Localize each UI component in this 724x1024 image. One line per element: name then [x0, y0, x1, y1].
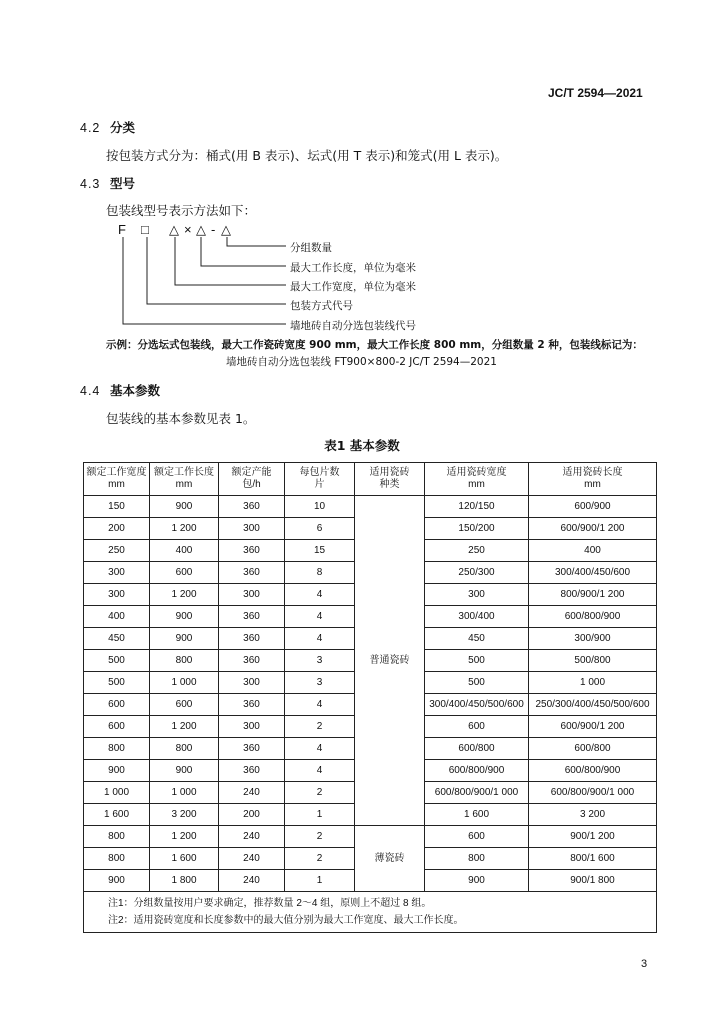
table-cell: 600/800/900/1 000 [425, 782, 529, 804]
table-cell: 250/300 [425, 562, 529, 584]
table-cell: 450 [425, 628, 529, 650]
table-cell: 800 [84, 738, 150, 760]
table-note: 注2：适用瓷砖宽度和长度参数中的最大值分别为最大工作宽度、最大工作长度。 [108, 915, 464, 926]
table-cell: 3 [285, 650, 355, 672]
table-cell: 4 [285, 606, 355, 628]
table-cell: 1 200 [150, 826, 219, 848]
table-cell: 360 [219, 562, 285, 584]
table-cell: 240 [219, 782, 285, 804]
table-cell: 200 [84, 518, 150, 540]
table-cell: 800 [84, 848, 150, 870]
section-number: 4.2 [80, 121, 101, 135]
table-cell: 200 [219, 804, 285, 826]
table-cell: 360 [219, 650, 285, 672]
table-cell: 900/1 200 [529, 826, 657, 848]
table-cell: 1 600 [425, 804, 529, 826]
table-cell: 600/800 [425, 738, 529, 760]
table-cell: 600/800/900/1 000 [529, 782, 657, 804]
table-cell: 500 [84, 672, 150, 694]
table-cell: 600/800/900 [529, 760, 657, 782]
table-row [84, 826, 657, 848]
column-header-label: 适用瓷砖长度 [562, 467, 623, 478]
legend-group-count: 分组数量 [290, 242, 332, 254]
table-cell: 2 [285, 716, 355, 738]
section-title: 分类 [110, 120, 136, 135]
table-cell: 300 [84, 562, 150, 584]
table-cell: 300/400/450/600 [529, 562, 657, 584]
table-cell: 240 [219, 870, 285, 892]
table-cell: 300 [219, 584, 285, 606]
legend-max-length: 最大工作长度，单位为毫米 [290, 262, 416, 274]
table-cell: 4 [285, 628, 355, 650]
table-cell: 2 [285, 826, 355, 848]
model-intro-text: 包装线型号表示方法如下： [106, 203, 257, 218]
table-cell: 800 [425, 848, 529, 870]
table-row [84, 496, 657, 518]
model-char: △ [169, 222, 179, 237]
column-header-unit: mm [175, 479, 193, 490]
column-header [529, 463, 657, 496]
notes-row [84, 892, 657, 933]
table-cell: 300/400/450/500/600 [425, 694, 529, 716]
table-note: 注1：分组数量按用户要求确定，推荐数量 2～4 组，原则上不超过 8 组。 [108, 898, 432, 909]
table-cell: 800/1 600 [529, 848, 657, 870]
table-cell: 3 200 [529, 804, 657, 826]
table-cell: 500 [425, 650, 529, 672]
table-cell: 900 [150, 606, 219, 628]
table-cell: 360 [219, 628, 285, 650]
table-cell: 900/1 800 [529, 870, 657, 892]
column-header-unit: mm [468, 479, 485, 490]
column-header-unit: 片 [314, 479, 325, 490]
table-cell: 450 [84, 628, 150, 650]
model-char: △ [221, 222, 231, 237]
table-cell: 900 [84, 870, 150, 892]
table-notes [84, 892, 657, 933]
table-body [84, 496, 657, 933]
parameters-table [83, 462, 657, 933]
table-cell: 360 [219, 496, 285, 518]
table-cell: 600 [150, 562, 219, 584]
section-number: 4.3 [80, 177, 101, 191]
table-cell: 1 000 [84, 782, 150, 804]
table-cell: 600 [425, 826, 529, 848]
column-header-unit: 包/h [242, 479, 261, 490]
column-header-label: 每包片数 [299, 467, 340, 478]
table-cell: 3 200 [150, 804, 219, 826]
table-cell: 800 [150, 738, 219, 760]
table-cell: 1 000 [150, 782, 219, 804]
model-char: F [118, 222, 126, 237]
table-cell: 1 [285, 870, 355, 892]
table-cell: 600/900/1 200 [529, 716, 657, 738]
table-cell: 3 [285, 672, 355, 694]
table-cell: 300 [425, 584, 529, 606]
table-cell: 300 [219, 672, 285, 694]
column-header-unit: mm [108, 479, 125, 490]
table-cell: 500 [425, 672, 529, 694]
table-cell: 400 [529, 540, 657, 562]
category-cell: 普通瓷砖 [355, 496, 425, 826]
example-mark: 墙地砖自动分选包装线 FT900×800-2 JC/T 2594—2021 [226, 356, 497, 368]
table-cell: 2 [285, 848, 355, 870]
model-char: △ [196, 222, 206, 237]
model-char: × [184, 222, 192, 237]
table-cell: 1 200 [150, 584, 219, 606]
table-cell: 600 [150, 694, 219, 716]
table-cell: 1 200 [150, 518, 219, 540]
table-cell: 360 [219, 606, 285, 628]
table-cell: 150 [84, 496, 150, 518]
section-number: 4.4 [80, 384, 101, 398]
table-cell: 800 [150, 650, 219, 672]
table-cell: 250/300/400/450/500/600 [529, 694, 657, 716]
section-title: 型号 [110, 176, 136, 191]
table-cell: 800/900/1 200 [529, 584, 657, 606]
table-cell: 2 [285, 782, 355, 804]
table-cell: 120/150 [425, 496, 529, 518]
section-title: 基本参数 [110, 383, 161, 398]
legend-package-code: 包装方式代号 [290, 300, 353, 312]
model-char: □ [141, 222, 149, 237]
table-cell: 4 [285, 738, 355, 760]
section-4-4-heading [80, 381, 160, 399]
model-char: - [211, 222, 216, 237]
table-cell: 300 [84, 584, 150, 606]
column-header [219, 463, 285, 496]
table-cell: 500 [84, 650, 150, 672]
table-cell: 300 [219, 518, 285, 540]
column-header [150, 463, 219, 496]
table-cell: 4 [285, 584, 355, 606]
table-cell: 600/800/900 [529, 606, 657, 628]
example-text: 示例：分选坛式包装线，最大工作瓷砖宽度 900 mm，最大工作长度 800 mm，分组数量 2 种，包装线标记为： [106, 339, 643, 351]
header-row [84, 463, 657, 496]
table-cell: 600/800 [529, 738, 657, 760]
table-cell: 8 [285, 562, 355, 584]
table-cell: 900 [150, 496, 219, 518]
table-cell: 900 [425, 870, 529, 892]
table-cell: 1 200 [150, 716, 219, 738]
category-cell: 薄瓷砖 [355, 826, 425, 892]
column-header-unit: 种类 [379, 479, 400, 490]
table-cell: 800 [84, 826, 150, 848]
table-cell: 360 [219, 540, 285, 562]
table-cell: 4 [285, 760, 355, 782]
column-header-label: 额定工作长度 [154, 467, 214, 478]
table-cell: 900 [84, 760, 150, 782]
table-cell: 1 [285, 804, 355, 826]
legend-max-width: 最大工作宽度，单位为毫米 [290, 281, 416, 293]
section-4-2-text: 按包装方式分为：桶式(用 B 表示)、坛式(用 T 表示)和笼式(用 L 表示)。 [106, 148, 508, 163]
table-cell: 600 [425, 716, 529, 738]
table-cell: 1 600 [150, 848, 219, 870]
table-cell: 360 [219, 694, 285, 716]
table-cell: 4 [285, 694, 355, 716]
table-cell: 600/900/1 200 [529, 518, 657, 540]
table-cell: 400 [84, 606, 150, 628]
table-cell: 1 600 [84, 804, 150, 826]
table-cell: 10 [285, 496, 355, 518]
page-number: 3 [641, 958, 648, 970]
table-cell: 600/900 [529, 496, 657, 518]
table-cell: 600 [84, 716, 150, 738]
table-cell: 240 [219, 826, 285, 848]
column-header [355, 463, 425, 496]
table-header [84, 463, 657, 496]
table-title: 表1 基本参数 [324, 438, 400, 453]
table-cell: 900 [150, 628, 219, 650]
table-cell: 500/800 [529, 650, 657, 672]
table-cell: 6 [285, 518, 355, 540]
table-cell: 300/900 [529, 628, 657, 650]
table-cell: 250 [84, 540, 150, 562]
table-cell: 400 [150, 540, 219, 562]
table-cell: 1 000 [529, 672, 657, 694]
table-cell: 240 [219, 848, 285, 870]
table-cell: 900 [150, 760, 219, 782]
table-cell: 360 [219, 738, 285, 760]
column-header-label: 适用瓷砖宽度 [446, 467, 507, 478]
column-header [285, 463, 355, 496]
table-cell: 360 [219, 760, 285, 782]
table-cell: 250 [425, 540, 529, 562]
legend-line-code: 墙地砖自动分选包装线代号 [290, 320, 416, 332]
standard-code: JC/T 2594—2021 [548, 86, 643, 100]
table-cell: 600 [84, 694, 150, 716]
column-header-label: 适用瓷砖 [369, 467, 410, 478]
table-cell: 300/400 [425, 606, 529, 628]
column-header [84, 463, 150, 496]
column-header-label: 额定产能 [231, 467, 272, 478]
section-4-4-text: 包装线的基本参数见表 1。 [106, 411, 256, 426]
column-header-unit: mm [584, 479, 601, 490]
table-cell: 600/800/900 [425, 760, 529, 782]
table-cell: 150/200 [425, 518, 529, 540]
table-cell: 300 [219, 716, 285, 738]
column-header-label: 额定工作宽度 [86, 467, 147, 478]
table-cell: 1 800 [150, 870, 219, 892]
column-header [425, 463, 529, 496]
table-cell: 1 000 [150, 672, 219, 694]
table-cell: 15 [285, 540, 355, 562]
